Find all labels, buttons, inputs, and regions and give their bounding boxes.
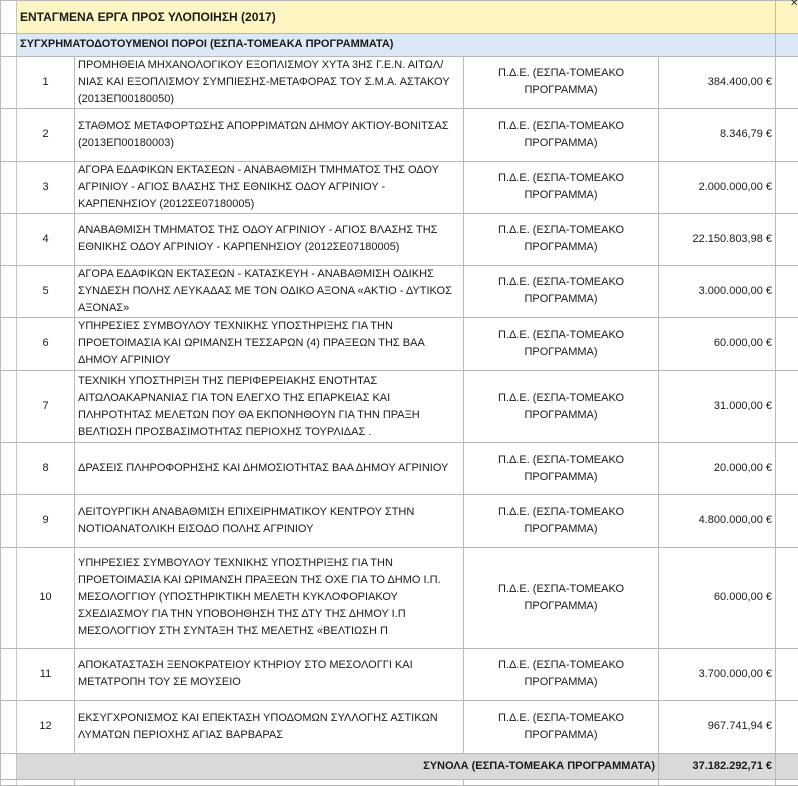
amount-cell[interactable]: 2.000.000,00 € — [659, 161, 776, 214]
row-header-cell[interactable] — [1, 34, 17, 56]
empty-cell[interactable] — [776, 161, 798, 214]
empty-cell[interactable] — [776, 443, 798, 495]
project-number-cell[interactable]: 7 — [17, 370, 75, 443]
project-description-cell[interactable]: ΕΚΣΥΓΧΡΟΝΙΣΜΟΣ ΚΑΙ ΕΠΕΚΤΑΣΗ ΥΠΟΔΟΜΩΝ ΣΥΛΛΟΓΗΣ ΑΣΤΙΚΩΝ ΛΥΜΑΤΩΝ ΠΕΡΙΟΧΗΣ ΑΓΙΑΣ ΒΑΡΒΑΡΑΣ — [75, 701, 464, 754]
empty-cell[interactable] — [659, 779, 776, 785]
project-description-cell[interactable]: ΑΝΑΒΑΘΜΙΣΗ ΤΜΗΜΑΤΟΣ ΤΗΣ ΟΔΟΥ ΑΓΡΙΝΙΟΥ - ΑΓΙΟΣ ΒΛΑΣΗΣ ΤΗΣ ΕΘΝΙΚΗΣ ΟΔΟΥ ΑΓΡΙΝΙΟΥ - ΚΑΡΠΕΝΗΣΙΟΥ (2012ΣΕ07180005) — [75, 214, 464, 266]
project-description-cell[interactable]: ΠΡΟΜΗΘΕΙΑ ΜΗΧΑΝΟΛΟΓΙΚΟΥ ΕΞΟΠΛΙΣΜΟΥ ΧΥΤΑ 3ΗΣ Γ.Ε.Ν. ΑΙΤΩΛ/ΝΙΑΣ ΚΑΙ ΕΞΟΠΛΙΣΜΟΥ ΣΥΜΠΙΕΣΗΣ-ΜΕΤΑΦΟΡΑΣ ΤΟΥ Σ.Μ.Α. ΑΣΤΑΚΟΥ (2013ΕΠ00180050) — [75, 56, 464, 109]
row-header-cell[interactable] — [1, 214, 17, 266]
empty-cell[interactable] — [776, 109, 798, 162]
subtitle-row — [1, 34, 798, 56]
empty-cell[interactable] — [776, 779, 798, 785]
funding-source-cell[interactable]: Π.Δ.Ε. (ΕΣΠΑ-ΤΟΜΕΑΚΟ ΠΡΟΓΡΑΜΜΑ) — [464, 494, 659, 547]
total-amount-cell[interactable]: 37.182.292,71 € — [659, 753, 776, 779]
row-header-cell[interactable] — [1, 370, 17, 443]
funding-source-cell[interactable]: Π.Δ.Ε. (ΕΣΠΑ-ΤΟΜΕΑΚΟ ΠΡΟΓΡΑΜΜΑ) — [464, 214, 659, 266]
amount-cell[interactable]: 31.000,00 € — [659, 370, 776, 443]
table-row — [1, 161, 798, 214]
amount-cell[interactable]: 20.000,00 € — [659, 443, 776, 495]
project-description-cell[interactable]: ΛΕΙΤΟΥΡΓΙΚΗ ΑΝΑΒΑΘΜΙΣΗ ΕΠΙΧΕΙΡΗΜΑΤΙΚΟΥ ΚΕΝΤΡΟΥ ΣΤΗΝ ΝΟΤΙΟΑΝΑΤΟΛΙΚΗ ΕΙΣΟΔΟ ΠΟΛΗΣ ΑΓΡΙΝΙΟΥ — [75, 494, 464, 547]
project-description-cell[interactable]: ΥΠΗΡΕΣΙΕΣ ΣΥΜΒΟΥΛΟΥ ΤΕΧΝΙΚΗΣ ΥΠΟΣΤΗΡΙΞΗΣ ΓΙΑ ΤΗΝ ΠΡΟΕΤΟΙΜΑΣΙΑ ΚΑΙ ΩΡΙΜΑΝΣΗ ΠΡΑΞΕΩΝ ΤΗΣ ΟΧΕ ΓΙΑ ΤΟ ΔΗΜΟ Ι.Π. ΜΕΣΟΛΟΓΓΙΟΥ (ΥΠΟΣΤΗΡΙΚΤΙΚΗ ΜΕΛΕΤΗ ΚΥΚΛΟΦΟΡΙΑΚΟΥ ΣΧΕΔΙΑΣΜΟΥ ΓΙΑ ΤΗΝ ΥΠΟΒΟΗΘΗΣΗ ΤΗΣ ΔΤΥ ΤΗΣ ΔΗΜΟΥ Ι.Π ΜΕΣΟΛΟΓΓΙΟΥ ΣΤΗ ΣΥΝΤΑΞΗ ΤΗΣ ΜΕΛΕΤΗΣ «ΒΕΛΤΙΩΣΗ Π — [75, 547, 464, 648]
table-row — [1, 109, 798, 162]
table-row — [1, 648, 798, 701]
total-row — [1, 753, 798, 779]
sheet-subtitle-cell[interactable]: ΣΥΓΧΡΗΜΑΤΟΔΟΤΟΥΜΕΝΟΙ ΠΟΡΟΙ (ΕΣΠΑ-ΤΟΜΕΑΚΑ ΠΡΟΓΡΑΜΜΑΤΑ) — [17, 34, 776, 56]
project-number-cell[interactable]: 3 — [17, 161, 75, 214]
amount-cell[interactable]: 3.700.000,00 € — [659, 648, 776, 701]
project-number-cell[interactable]: 2 — [17, 109, 75, 162]
empty-cell[interactable] — [776, 370, 798, 443]
empty-cell[interactable] — [776, 265, 798, 318]
sheet-title-cell[interactable]: ΕΝΤΑΓΜΕΝΑ ΕΡΓΑ ΠΡΟΣ ΥΛΟΠΟΙΗΣΗ (2017) — [17, 1, 776, 34]
amount-cell[interactable]: 60.000,00 € — [659, 318, 776, 371]
project-number-cell[interactable]: 9 — [17, 494, 75, 547]
funding-source-cell[interactable]: Π.Δ.Ε. (ΕΣΠΑ-ΤΟΜΕΑΚΟ ΠΡΟΓΡΑΜΜΑ) — [464, 318, 659, 371]
empty-cell[interactable] — [776, 494, 798, 547]
funding-source-cell[interactable]: Π.Δ.Ε. (ΕΣΠΑ-ΤΟΜΕΑΚΟ ΠΡΟΓΡΑΜΜΑ) — [464, 443, 659, 495]
funding-source-cell[interactable]: Π.Δ.Ε. (ΕΣΠΑ-ΤΟΜΕΑΚΟ ΠΡΟΓΡΑΜΜΑ) — [464, 56, 659, 109]
empty-cell[interactable] — [776, 701, 798, 754]
project-description-cell[interactable]: ΑΓΟΡΑ ΕΔΑΦΙΚΩΝ ΕΚΤΑΣΕΩΝ - ΚΑΤΑΣΚΕΥΗ - ΑΝΑΒΑΘΜΙΣΗ ΟΔΙΚΗΣ ΣΥΝΔΕΣΗ ΠΟΛΗΣ ΛΕΥΚΑΔΑΣ ΜΕ ΤΟΝ ΟΔΙΚΟ ΑΞΟΝΑ «ΑΚΤΙΟ - ΔΥΤΙΚΟΣ ΑΞΟΝΑΣ» — [75, 265, 464, 318]
project-number-cell[interactable]: 8 — [17, 443, 75, 495]
table-row — [1, 318, 798, 371]
funding-source-cell[interactable]: Π.Δ.Ε. (ΕΣΠΑ-ΤΟΜΕΑΚΟ ΠΡΟΓΡΑΜΜΑ) — [464, 109, 659, 162]
empty-cell[interactable] — [776, 648, 798, 701]
empty-cell[interactable] — [776, 753, 798, 779]
project-number-cell[interactable]: 10 — [17, 547, 75, 648]
row-header-cell[interactable] — [1, 753, 17, 779]
funding-source-cell[interactable]: Π.Δ.Ε. (ΕΣΠΑ-ΤΟΜΕΑΚΟ ΠΡΟΓΡΑΜΜΑ) — [464, 701, 659, 754]
empty-cell[interactable] — [17, 779, 75, 785]
project-description-cell[interactable]: ΑΓΟΡΑ ΕΔΑΦΙΚΩΝ ΕΚΤΑΣΕΩΝ - ΑΝΑΒΑΘΜΙΣΗ ΤΜΗΜΑΤΟΣ ΤΗΣ ΟΔΟΥ ΑΓΡΙΝΙΟΥ - ΑΓΙΟΣ ΒΛΑΣΗΣ ΤΗΣ ΕΘΝΙΚΗΣ ΟΔΟΥ ΑΓΡΙΝΙΟΥ - ΚΑΡΠΕΝΗΣΙΟΥ (2012ΣΕ07180005) — [75, 161, 464, 214]
table-row — [1, 56, 798, 109]
row-header-cell[interactable] — [1, 547, 17, 648]
project-description-cell[interactable]: ΑΠΟΚΑΤΑΣΤΑΣΗ ΞΕΝΟΚΡΑΤΕΙΟΥ ΚΤΗΡΙΟΥ ΣΤΟ ΜΕΣΟΛΟΓΓΙ ΚΑΙ ΜΕΤΑΤΡΟΠΗ ΤΟΥ ΣΕ ΜΟΥΣΕΙΟ — [75, 648, 464, 701]
project-number-cell[interactable]: 11 — [17, 648, 75, 701]
amount-cell[interactable]: 967.741,94 € — [659, 701, 776, 754]
empty-cell[interactable] — [75, 779, 464, 785]
table-row — [1, 701, 798, 754]
amount-cell[interactable]: 60.000,00 € — [659, 547, 776, 648]
empty-cell[interactable] — [776, 214, 798, 266]
project-description-cell[interactable]: ΥΠΗΡΕΣΙΕΣ ΣΥΜΒΟΥΛΟΥ ΤΕΧΝΙΚΗΣ ΥΠΟΣΤΗΡΙΞΗΣ ΓΙΑ ΤΗΝ ΠΡΟΕΤΟΙΜΑΣΙΑ ΚΑΙ ΩΡΙΜΑΝΣΗ ΤΕΣΣΑΡΩΝ (4) ΠΡΑΞΕΩΝ ΤΗΣ ΒΑΑ ΔΗΜΟΥ ΑΓΡΙΝΙΟΥ — [75, 318, 464, 371]
empty-cell[interactable] — [776, 318, 798, 371]
project-number-cell[interactable]: 12 — [17, 701, 75, 754]
row-header-cell[interactable] — [1, 56, 17, 109]
empty-cell[interactable] — [776, 56, 798, 109]
project-description-cell[interactable]: ΣΤΑΘΜΟΣ ΜΕΤΑΦΟΡΤΩΣΗΣ ΑΠΟΡΡΙΜΑΤΩΝ ΔΗΜΟΥ ΑΚΤΙΟΥ-ΒΟΝΙΤΣΑΣ (2013ΕΠ00180003) — [75, 109, 464, 162]
amount-cell[interactable]: 8.346,79 € — [659, 109, 776, 162]
close-icon[interactable]: ✕ — [790, 0, 798, 9]
project-number-cell[interactable]: 4 — [17, 214, 75, 266]
empty-cell[interactable] — [776, 34, 798, 56]
row-header-cell[interactable] — [1, 318, 17, 371]
empty-cell[interactable] — [776, 547, 798, 648]
amount-cell[interactable]: 384.400,00 € — [659, 56, 776, 109]
row-header-cell[interactable] — [1, 1, 17, 34]
project-description-cell[interactable]: ΔΡΑΣΕΙΣ ΠΛΗΡΟΦΟΡΗΣΗΣ ΚΑΙ ΔΗΜΟΣΙΟΤΗΤΑΣ ΒΑΑ ΔΗΜΟΥ ΑΓΡΙΝΙΟΥ — [75, 443, 464, 495]
table-row — [1, 265, 798, 318]
empty-row — [1, 779, 798, 785]
row-header-cell[interactable] — [1, 701, 17, 754]
table-row — [1, 494, 798, 547]
row-header-cell[interactable] — [1, 161, 17, 214]
amount-cell[interactable]: 22.150.803,98 € — [659, 214, 776, 266]
funding-source-cell[interactable]: Π.Δ.Ε. (ΕΣΠΑ-ΤΟΜΕΑΚΟ ΠΡΟΓΡΑΜΜΑ) — [464, 161, 659, 214]
amount-cell[interactable]: 4.800.000,00 € — [659, 494, 776, 547]
total-label-cell[interactable]: ΣΥΝΟΛΑ (ΕΣΠΑ-ΤΟΜΕΑΚΑ ΠΡΟΓΡΑΜΜΑΤΑ) — [17, 753, 659, 779]
funding-source-cell[interactable]: Π.Δ.Ε. (ΕΣΠΑ-ΤΟΜΕΑΚΟ ΠΡΟΓΡΑΜΜΑ) — [464, 648, 659, 701]
row-header-cell[interactable] — [1, 648, 17, 701]
funding-source-cell[interactable]: Π.Δ.Ε. (ΕΣΠΑ-ΤΟΜΕΑΚΟ ΠΡΟΓΡΑΜΜΑ) — [464, 547, 659, 648]
project-number-cell[interactable]: 6 — [17, 318, 75, 371]
table-row — [1, 214, 798, 266]
row-header-cell[interactable] — [1, 443, 17, 495]
row-header-cell[interactable] — [1, 265, 17, 318]
empty-cell[interactable] — [1, 779, 17, 785]
funding-source-cell[interactable]: Π.Δ.Ε. (ΕΣΠΑ-ΤΟΜΕΑΚΟ ΠΡΟΓΡΑΜΜΑ) — [464, 370, 659, 443]
funding-source-cell[interactable]: Π.Δ.Ε. (ΕΣΠΑ-ΤΟΜΕΑΚΟ ΠΡΟΓΡΑΜΜΑ) — [464, 265, 659, 318]
row-header-cell[interactable] — [1, 494, 17, 547]
project-description-cell[interactable]: ΤΕΧΝΙΚΗ ΥΠΟΣΤΗΡΙΞΗ ΤΗΣ ΠΕΡΙΦΕΡΕΙΑΚΗΣ ΕΝΟΤΗΤΑΣ ΑΙΤΩΛΟΑΚΑΡΝΑΝΙΑΣ ΓΙΑ ΤΟΝ ΕΛΕΓΧΟ ΤΗΣ ΕΠΑΡΚΕΙΑΣ ΚΑΙ ΠΛΗΡΟΤΗΤΑΣ ΜΕΛΕΤΩΝ ΠΟΥ ΘΑ ΕΚΠΟΝΗΘΟΥΝ ΓΙΑ ΤΗΝ ΠΡΑΞΗ ΒΕΛΤΙΩΣΗ ΠΡΟΣΒΑΣΙΜΟΤΗΤΑΣ ΠΕΡΙΟΧΗΣ ΤΟΥΡΛΙΔΑΣ . — [75, 370, 464, 443]
empty-cell[interactable] — [464, 779, 659, 785]
table-row — [1, 370, 798, 443]
title-row — [1, 1, 798, 34]
amount-cell[interactable]: 3.000.000,00 € — [659, 265, 776, 318]
table-row — [1, 547, 798, 648]
project-number-cell[interactable]: 1 — [17, 56, 75, 109]
project-number-cell[interactable]: 5 — [17, 265, 75, 318]
row-header-cell[interactable] — [1, 109, 17, 162]
table-row — [1, 443, 798, 495]
